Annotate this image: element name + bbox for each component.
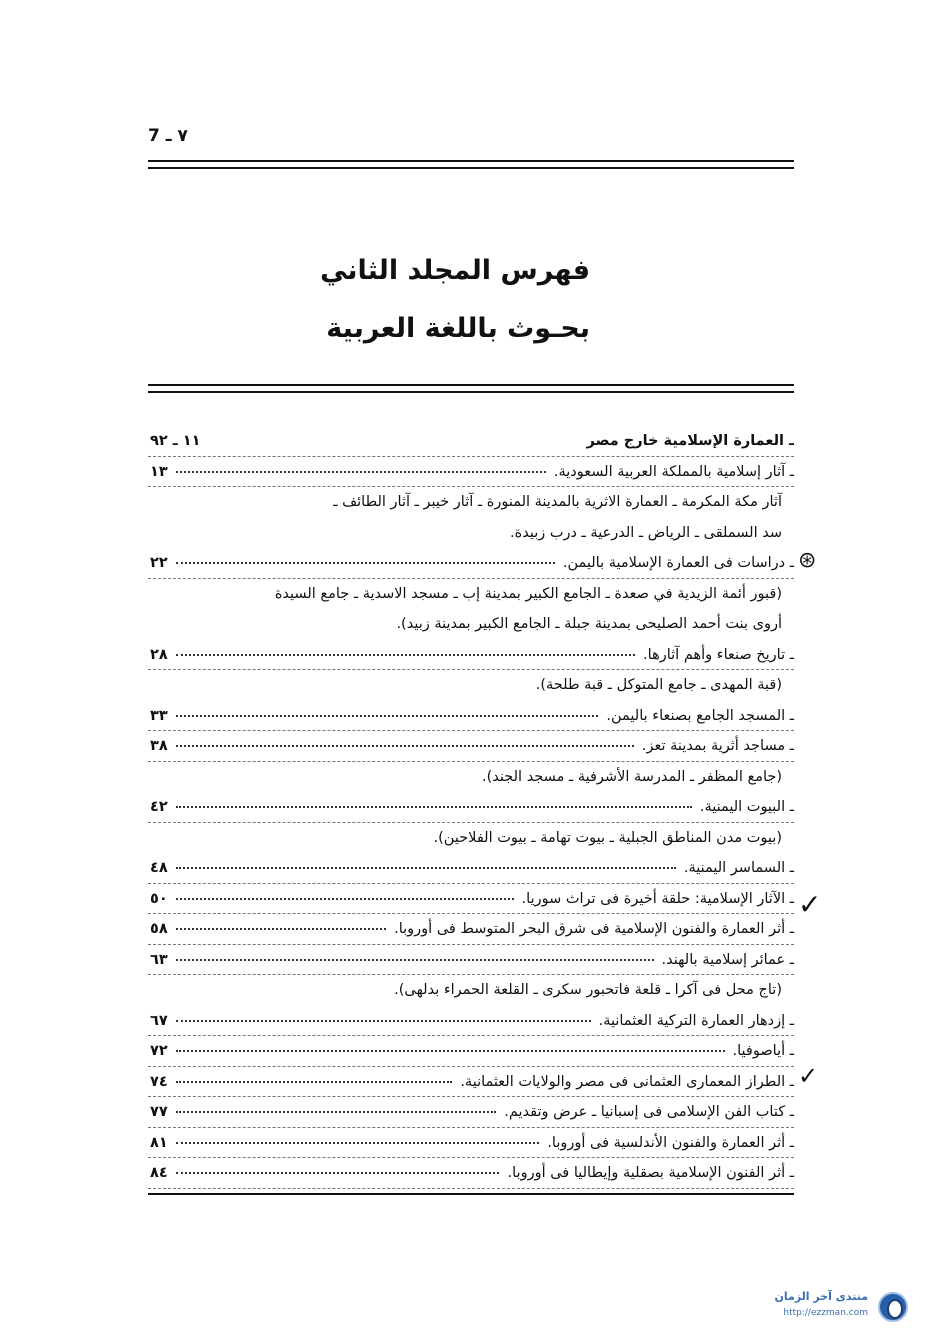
handwritten-tick-mark-icon: ✓: [798, 1062, 819, 1090]
toc-entry-title: ـ دراسات فى العمارة الإسلامية باليمن.: [562, 555, 794, 571]
toc-entry: [148, 1036, 794, 1067]
toc-leader-dots: [176, 898, 514, 900]
toc-entry-title: (قبة المهدى ـ جامع المتوكل ـ قبة طلحة).: [535, 677, 782, 693]
toc-leader-dots: [176, 1081, 452, 1083]
toc-entry-title: ـ الآثار الإسلامية: حلقة أخيرة فى تراث سوريا.: [521, 890, 794, 907]
top-double-rule: [148, 160, 794, 169]
toc-leader-dots: [176, 1111, 496, 1113]
toc-entry: [148, 945, 794, 976]
toc-entry: [148, 1097, 794, 1128]
toc-entry-title: ـ أثر العمارة والفنون الأندلسية فى أوروبا.: [547, 1134, 794, 1151]
bottom-rule: [148, 1193, 794, 1195]
page-number: ٧ ـ 7: [148, 126, 188, 146]
toc-leader-dots: [176, 928, 386, 930]
toc-page-number: ٨٤: [150, 1165, 168, 1181]
toc-entry-title: (جامع المظفر ـ المدرسة الأشرفية ـ مسجد الجند).: [482, 768, 782, 785]
toc-page-number: ٤٢: [150, 799, 168, 815]
toc-entry-title: ـ المسجد الجامع بصنعاء باليمن.: [606, 707, 794, 724]
watermark-url: http://ezzman.com: [783, 1308, 868, 1318]
toc-entry: [148, 1006, 794, 1037]
toc-page-number: ٤٨: [150, 860, 168, 876]
toc-entry-title: ـ أثر الفنون الإسلامية بصقلية وإيطاليا فى أوروبا.: [507, 1165, 794, 1181]
toc-page-number: ٥٠: [150, 890, 168, 907]
toc-entry: [148, 548, 794, 579]
toc-page-number: ١٣: [150, 463, 168, 480]
toc-page-number: ٣٨: [150, 738, 168, 754]
toc-leader-dots: [176, 654, 635, 656]
toc-leader-dots: [176, 1172, 499, 1174]
handwritten-circle-mark-icon: ⊛: [798, 548, 817, 573]
toc-entry: [148, 1128, 794, 1159]
toc-entry-title: سد السملقى ـ الرياض ـ الدرعية ـ درب زبيدة.: [510, 524, 782, 541]
toc-entry: [148, 853, 794, 884]
toc-entry: [148, 792, 794, 823]
volume-index-title: فهرس المجلد الثاني: [320, 255, 590, 286]
toc-page-number: ٧٢: [150, 1043, 168, 1059]
toc-subitem: [148, 579, 794, 610]
toc-leader-dots: [176, 562, 555, 564]
toc-entry: [148, 731, 794, 762]
toc-entry-title: ـ عمائر إسلامية بالهند.: [661, 951, 794, 968]
toc-entry-title: ـ آثار إسلامية بالمملكة العربية السعودية.: [553, 463, 794, 480]
toc-section-heading: [148, 426, 794, 457]
toc-subitem: [148, 487, 794, 518]
toc-entry-title: ـ البيوت اليمنية.: [699, 799, 794, 815]
toc-entry: [148, 1067, 794, 1098]
toc-page-number: ٢٨: [150, 646, 168, 663]
toc-entry: [148, 914, 794, 945]
toc-entry-title: (بيوت مدن المناطق الجبلية ـ بيوت تهامة ـ بيوت الفلاحين).: [433, 829, 782, 846]
toc-leader-dots: [176, 1020, 591, 1022]
toc-entry: [148, 457, 794, 488]
toc-page-number: ٦٣: [150, 951, 168, 968]
handwritten-check-mark-icon: ✓: [798, 888, 822, 921]
toc-entry: [148, 1158, 794, 1189]
toc-entry-title: آثار مكة المكرمة ـ العمارة الاثرية بالمدينة المنورة ـ آثار خيبر ـ آثار الطائف ـ: [333, 494, 782, 510]
toc-entry-title: ـ أياصوفيا.: [732, 1043, 794, 1059]
toc-entry-title: ـ الطراز المعمارى العثمانى فى مصر والولايات العثمانية.: [460, 1073, 794, 1090]
toc-entry-title: ـ مساجد أثرية بمدينة تعز.: [641, 738, 794, 754]
watermark-forum-name: منتدى آخر الزمان: [774, 1290, 868, 1303]
toc-page-number: ٣٣: [150, 707, 168, 724]
toc-entry-title: (تاج محل فى آكرا ـ قلعة فاتحبور سكرى ـ القلعة الحمراء بدلهى).: [394, 982, 782, 998]
toc-leader-dots: [176, 1142, 539, 1144]
toc-leader-dots: [176, 715, 598, 717]
toc-page-number: ١١ ـ ٩٢: [150, 433, 201, 449]
toc-entry-title: ـ إزدهار العمارة التركية العثمانية.: [598, 1012, 794, 1029]
toc-entry-title: ـ تاريخ صنعاء وأهم آثارها.: [643, 646, 794, 663]
toc-leader-dots: [176, 745, 634, 747]
toc-entry-title: ـ العمارة الإسلامية خارج مصر: [586, 433, 794, 449]
toc-entry-title: ـ السماسر اليمنية.: [683, 860, 794, 876]
toc-entry: [148, 640, 794, 671]
section-subtitle: بحـوث باللغة العربية: [326, 313, 590, 344]
toc-entry-title: ـ أثر العمارة والفنون الإسلامية فى شرق البحر المتوسط فى أوروبا.: [394, 921, 794, 937]
table-of-contents: [148, 426, 794, 1189]
toc-page-number: ٧٧: [150, 1104, 168, 1120]
toc-subitem: [148, 762, 794, 793]
toc-entry: [148, 884, 794, 915]
toc-leader-dots: [176, 959, 654, 961]
toc-leader-dots: [176, 1050, 725, 1052]
toc-leader-dots: [176, 471, 546, 473]
toc-subitem: [148, 670, 794, 701]
toc-page-number: ٦٧: [150, 1012, 168, 1029]
toc-subitem: [148, 609, 794, 640]
forum-logo-icon: [878, 1292, 908, 1322]
toc-leader-dots: [176, 867, 676, 869]
toc-page-number: ٢٢: [150, 555, 168, 571]
toc-entry: [148, 701, 794, 732]
mid-double-rule: [148, 384, 794, 393]
toc-subitem: [148, 823, 794, 854]
toc-subitem: [148, 518, 794, 549]
toc-entry-title: أروى بنت أحمد الصليحى بمدينة جبلة ـ الجامع الكبير بمدينة زبيد).: [396, 616, 782, 632]
toc-entry-title: (قبور أئمة الزيدية في صعدة ـ الجامع الكبير بمدينة إب ـ مسجد الاسدية ـ جامع السيدة: [274, 585, 782, 602]
forum-watermark: [758, 1290, 908, 1328]
toc-page-number: ٥٨: [150, 921, 168, 937]
toc-leader-dots: [176, 806, 692, 808]
toc-page-number: ٨١: [150, 1134, 168, 1151]
toc-entry-title: ـ كتاب الفن الإسلامى فى إسبانيا ـ عرض وتقديم.: [504, 1104, 794, 1120]
toc-page-number: ٧٤: [150, 1073, 168, 1090]
toc-subitem: [148, 975, 794, 1006]
